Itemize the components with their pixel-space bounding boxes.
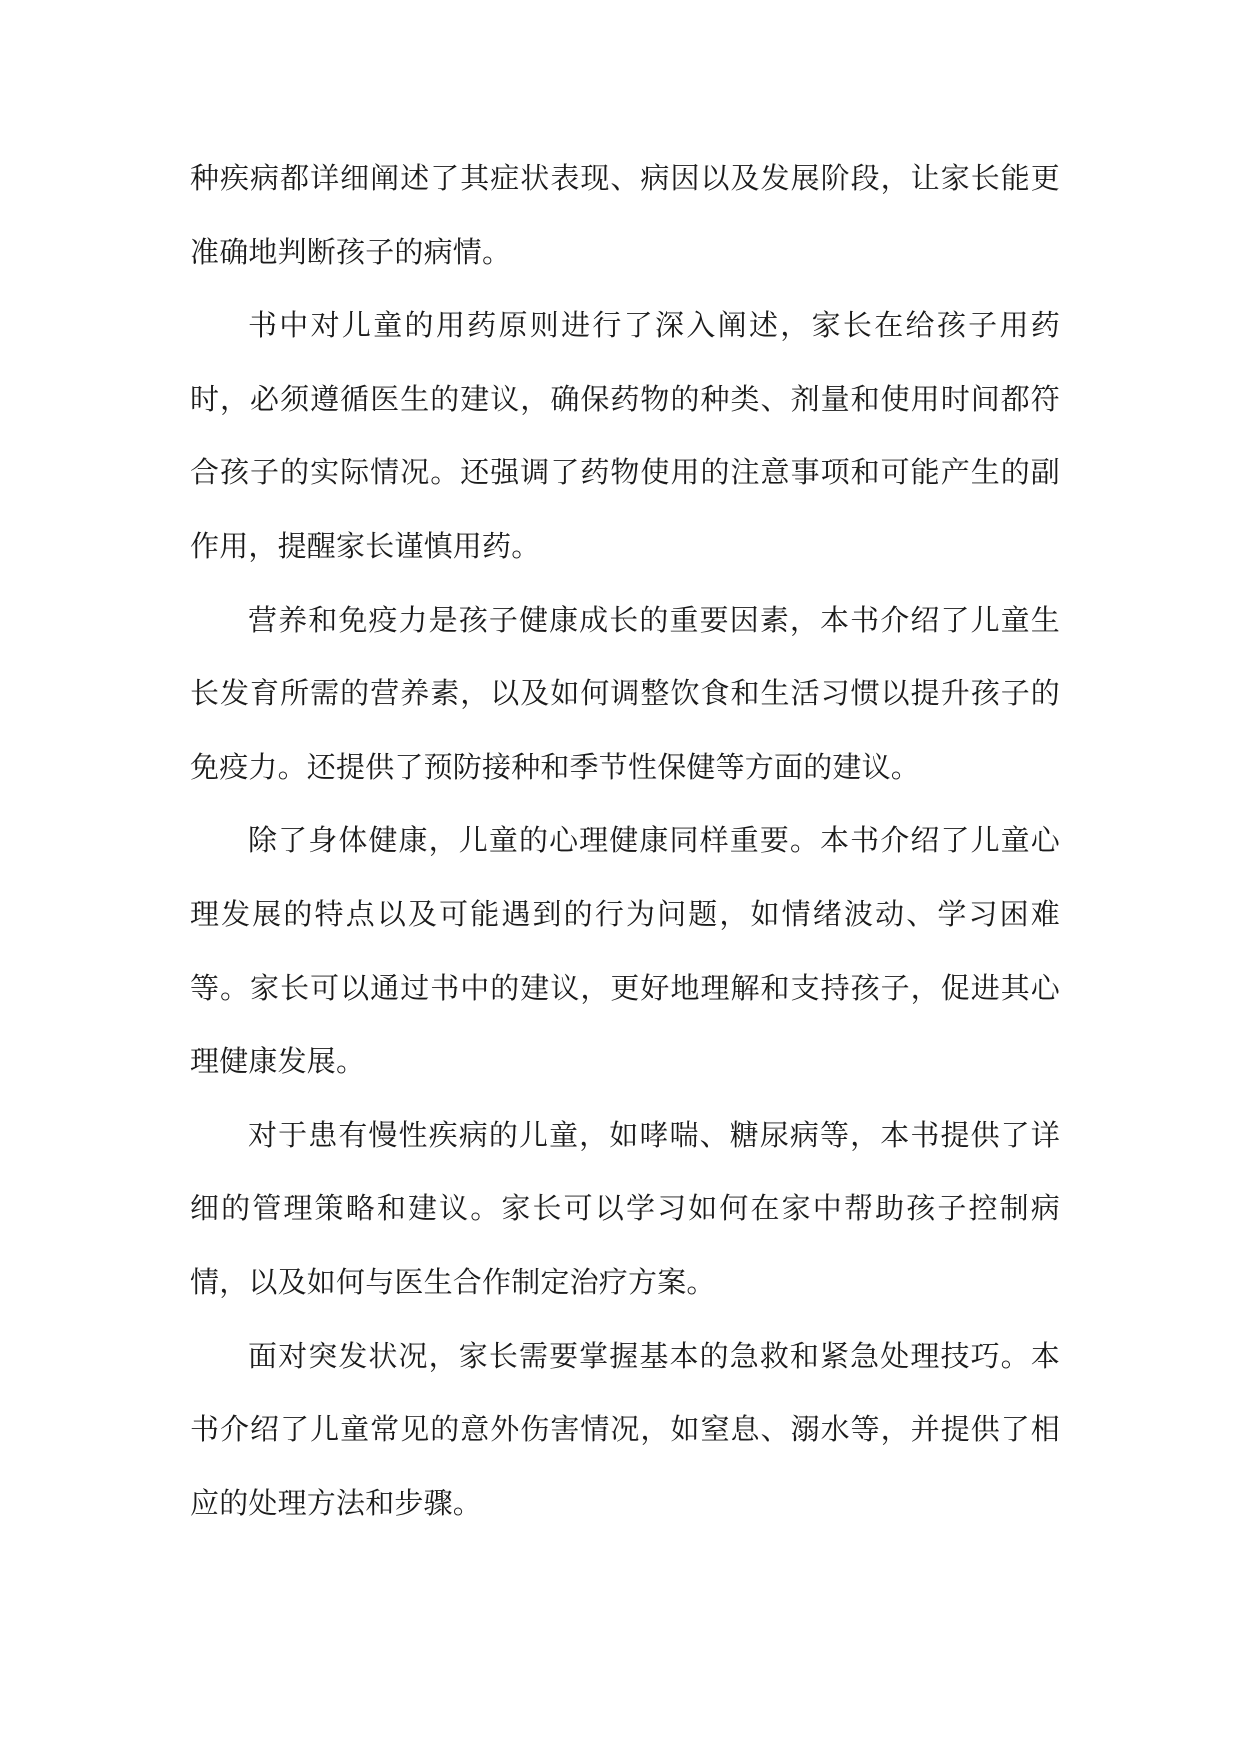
paragraph-6: 面对突发状况，家长需要掌握基本的急救和紧急处理技巧。本书介绍了儿童常见的意外伤害情况，如窒息、溺水等，并提供了相应的处理方法和步骤。 (190, 1338, 1060, 1520)
paragraph-3: 营养和免疫力是孩子健康成长的重要因素，本书介绍了儿童生长发育所需的营养素，以及如何调整饮食和生活习惯以提升孩子的免疫力。还提供了预防接种和季节性保健等方面的建议。 (190, 602, 1060, 784)
paragraph-4: 除了身体健康，儿童的心理健康同样重要。本书介绍了儿童心理发展的特点以及可能遇到的行为问题，如情绪波动、学习困难等。家长可以通过书中的建议，更好地理解和支持孩子，促进其心理健康发展。 (190, 823, 1060, 1079)
paragraph-1: 种疾病都详细阐述了其症状表现、病因以及发展阶段，让家长能更准确地判断孩子的病情。 (190, 161, 1060, 269)
paragraph-2: 书中对儿童的用药原则进行了深入阐述，家长在给孩子用药时，必须遵循医生的建议，确保药物的种类、剂量和使用时间都符合孩子的实际情况。还强调了药物使用的注意事项和可能产生的副作用，提醒家长谨慎用药。 (190, 308, 1060, 563)
document-body (190, 142, 1060, 1540)
paragraph-5: 对于患有慢性疾病的儿童，如哮喘、糖尿病等，本书提供了详细的管理策略和建议。家长可以学习如何在家中帮助孩子控制病情，以及如何与医生合作制定治疗方案。 (190, 1117, 1060, 1299)
